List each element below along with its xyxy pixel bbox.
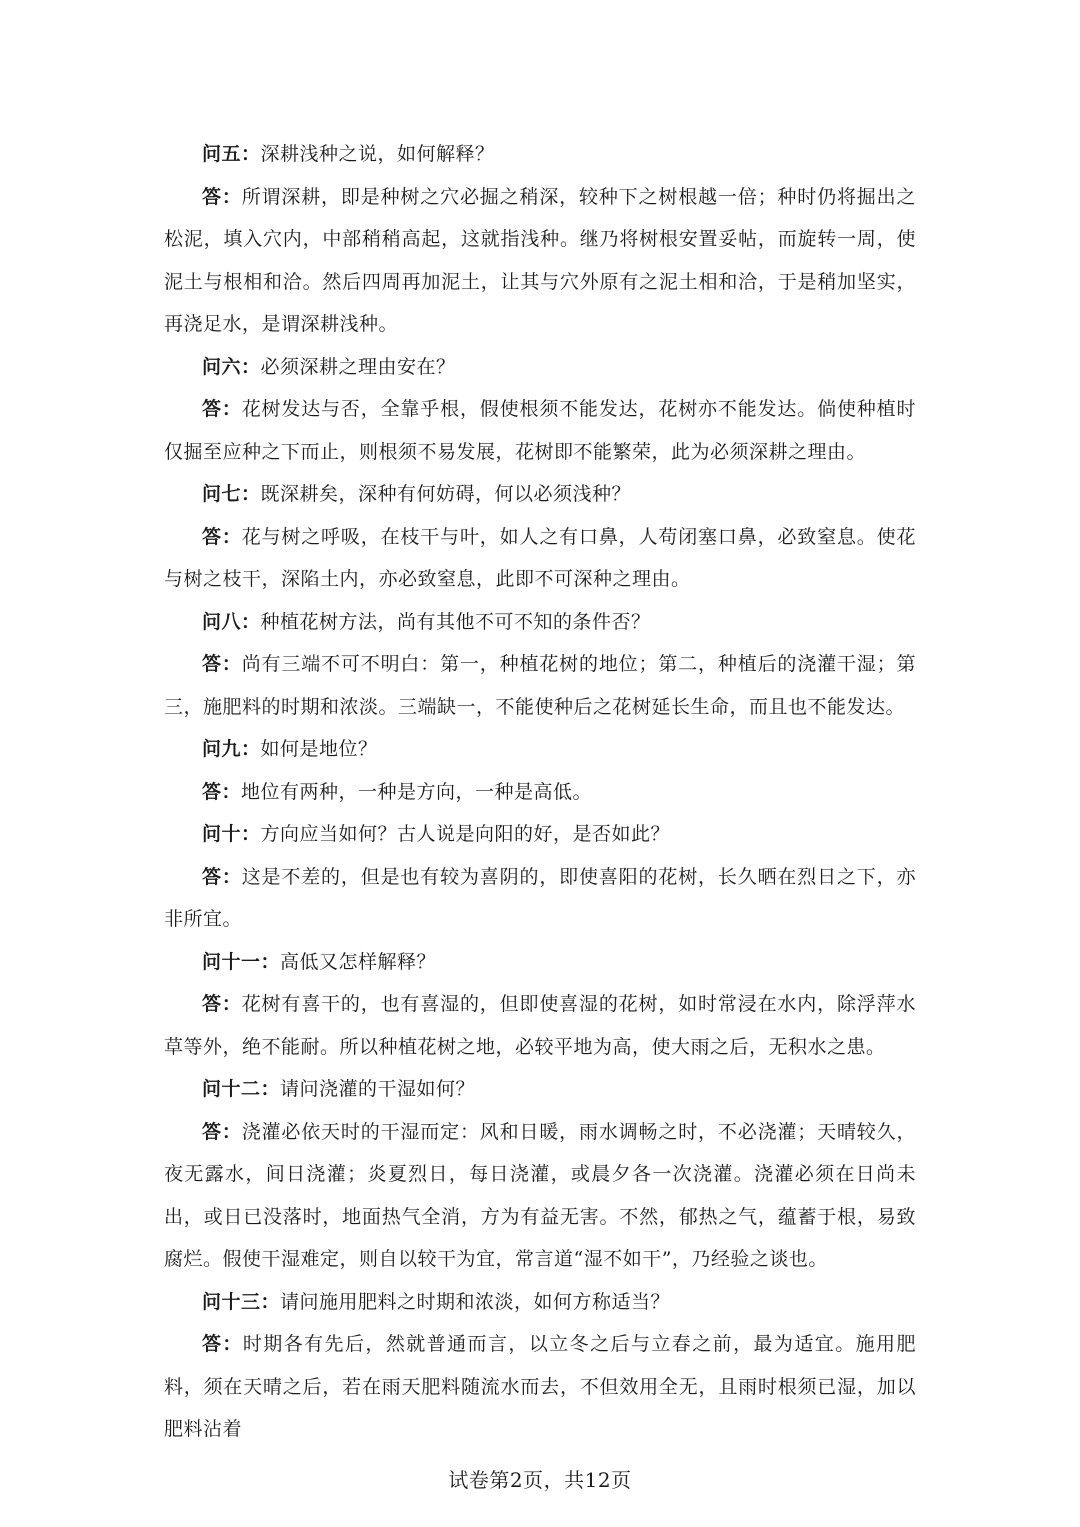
answer-10	[164, 856, 916, 941]
answer-label: 答：	[202, 865, 242, 888]
answer-label: 答：	[202, 1333, 243, 1355]
answer-text: 花与树之呼吸，在枝干与叶，如人之有口鼻，人苟闭塞口鼻，必致窒息。使花与树之枝干，深陷土内，亦必致窒息，此即不可深种之理由。	[164, 525, 916, 590]
question-13	[164, 1281, 916, 1324]
question-label: 问十一：	[202, 950, 281, 973]
question-label: 问十二：	[202, 1078, 281, 1100]
question-text: 请问浇灌的干湿如何？	[280, 1078, 476, 1100]
answer-6	[164, 388, 916, 473]
question-8	[164, 601, 916, 644]
question-text: 高低又怎样解释？	[280, 950, 437, 973]
question-label: 问七：	[202, 483, 261, 505]
answer-text: 花树发达与否，全靠乎根，假使根须不能发达，花树亦不能发达。倘使种植时仅掘至应种之下而止，则根须不易发展，花树即不能繁荣，此为必须深耕之理由。	[164, 398, 916, 463]
question-text: 种植花树方法，尚有其他不可不知的条件否？	[260, 610, 651, 633]
question-text: 如何是地位？	[260, 738, 378, 760]
answer-8	[164, 643, 916, 728]
answer-label: 答：	[202, 398, 242, 420]
question-text: 方向应当如何？古人说是向阳的好，是否如此？	[260, 823, 671, 845]
answer-text: 地位有两种，一种是方向，一种是高低。	[241, 780, 593, 803]
question-label: 问六：	[202, 355, 261, 378]
question-6	[164, 346, 916, 389]
answer-11	[164, 983, 916, 1068]
answer-text: 时期各有先后，然就普通而言，以立冬之后与立春之前，最为适宜。施用肥料，须在天晴之后，若在雨天肥料随流水而去，不但效用全无，且雨时根须已湿，加以肥料沾着	[164, 1333, 916, 1440]
answer-13	[164, 1323, 916, 1451]
question-9	[164, 728, 916, 771]
question-text: 请问施用肥料之时期和浓淡，如何方称适当？	[280, 1290, 671, 1313]
page-footer: 试卷第2页，共12页	[448, 1468, 632, 1492]
answer-12	[164, 1111, 916, 1281]
answer-7	[164, 516, 916, 601]
answer-label: 答：	[202, 525, 242, 548]
answer-label: 答：	[202, 653, 242, 675]
question-label: 问九：	[202, 738, 261, 760]
question-label: 问十三：	[202, 1290, 281, 1313]
question-11	[164, 941, 916, 984]
answer-text: 尚有三端不可不明白：第一，种植花树的地位；第二，种植后的浇灌干湿；第三，施肥料的时期和浓淡。三端缺一，不能使种后之花树延长生命，而且也不能发达。	[164, 653, 916, 718]
answer-label: 答：	[202, 185, 242, 208]
answer-5	[164, 176, 916, 346]
question-label: 问十：	[202, 823, 261, 845]
answer-text: 所谓深耕，即是种树之穴必掘之稍深，较种下之树根越一倍；种时仍将掘出之松泥，填入穴内，中部稍稍高起，这就指浅种。继乃将树根安置妥帖，而旋转一周，使泥土与根相和洽。然后四周再加泥土，让其与穴外原有之泥土相和洽，于是稍加坚实，再浇足水，是谓深耕浅种。	[164, 185, 916, 335]
answer-label: 答：	[202, 993, 242, 1015]
question-text: 必须深耕之理由安在？	[260, 355, 456, 378]
question-12	[164, 1068, 916, 1111]
answer-text: 这是不差的，但是也有较为喜阴的，即使喜阳的花树，长久晒在烈日之下，亦非所宜。	[164, 865, 916, 930]
document-body	[164, 133, 916, 1451]
question-label: 问八：	[202, 610, 261, 633]
answer-text: 花树有喜干的，也有喜湿的，但即使喜湿的花树，如时常浸在水内，除浮萍水草等外，绝不能耐。所以种植花树之地，必较平地为高，使大雨之后，无积水之患。	[164, 993, 916, 1058]
question-5	[164, 133, 916, 176]
question-10	[164, 813, 916, 856]
answer-label: 答：	[202, 1120, 242, 1143]
question-label: 问五：	[202, 143, 261, 165]
answer-9	[164, 771, 916, 814]
answer-label: 答：	[202, 780, 242, 803]
question-text: 既深耕矣，深种有何妨碍，何以必须浅种？	[260, 483, 632, 505]
question-7	[164, 473, 916, 516]
question-text: 深耕浅种之说，如何解释？	[260, 143, 495, 165]
answer-text: 浇灌必依天时的干湿而定：风和日暖，雨水调畅之时，不必浇灌；天晴较久，夜无露水，间日浇灌；炎夏烈日，每日浇灌，或晨夕各一次浇灌。浇灌必须在日尚未出，或日已没落时，地面热气全消，方为有益无害。不然，郁热之气，蕴蓄于根，易致腐烂。假使干湿难定，则自以较干为宜，常言道“湿不如干”，乃经验之谈也。	[164, 1120, 916, 1270]
